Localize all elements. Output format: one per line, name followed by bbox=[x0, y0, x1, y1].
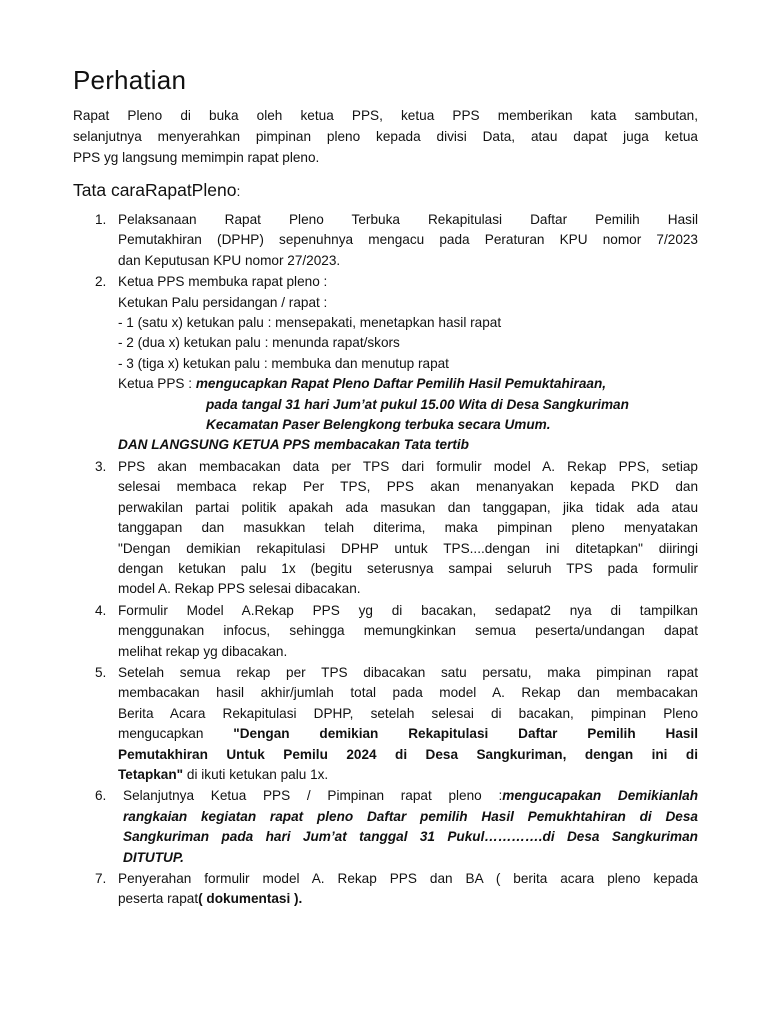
item-line: Ketukan Palu persidangan / rapat : bbox=[118, 294, 328, 310]
item-line: - 3 (tiga x) ketukan palu : membuka dan menutup rapat bbox=[118, 355, 449, 371]
item-line: Pelaksanaan Rapat Pleno Terbuka Rekapitulasi Daftar Pemilih Hasil bbox=[118, 212, 698, 227]
item-plain-text: Selanjutnya Ketua PPS / Pimpinan rapat pleno : bbox=[123, 788, 503, 804]
item-number: 5. bbox=[95, 664, 107, 680]
item-line: - 1 (satu x) ketukan palu : mensepakati, menetapkan hasil rapat bbox=[118, 315, 502, 331]
item-number: 6. bbox=[95, 788, 107, 804]
item-line: menggunakan infocus, sehingga memungkinkan semua peserta/undangan dapat bbox=[118, 623, 698, 639]
item-line: perwakilan partai politik apakah ada masukan dan tanggapan, jika tidak ada atau bbox=[118, 499, 698, 515]
item-text bbox=[118, 272, 698, 456]
item-text bbox=[118, 786, 698, 868]
item-number: 4. bbox=[95, 602, 107, 618]
item-number: 3. bbox=[95, 458, 107, 474]
item-text bbox=[118, 601, 698, 662]
item-line: membacakan hasil akhir/jumlah total pada model A. Rekap dan membacakan bbox=[118, 685, 698, 701]
item-plain-text: mengucapkan bbox=[118, 726, 234, 742]
item-line: - 2 (dua x) ketukan palu : menunda rapat/skors bbox=[118, 335, 400, 351]
speaker-label: Ketua PPS : bbox=[118, 376, 193, 392]
item-number: 7. bbox=[95, 871, 107, 886]
item-bold-italic-text: mengucapakan Demikianlah bbox=[502, 788, 698, 804]
item-bold-text: "Dengan demikian Rekapitulasi Daftar Pemilih Hasil bbox=[233, 726, 698, 742]
item-text bbox=[118, 663, 698, 785]
closing-line: DAN LANGSUNG KETUA PPS membacakan Tata tertib bbox=[118, 437, 469, 453]
intro-line: selanjutnya menyerahkan pimpinan pleno kepada divisi Data, atau dapat juga ketua bbox=[73, 129, 698, 144]
page-title: Perhatian bbox=[73, 65, 187, 95]
item-number: 1. bbox=[95, 212, 107, 227]
list-item bbox=[73, 457, 698, 600]
item-bold-text: Tetapkan" bbox=[118, 766, 184, 782]
item-line: Ketua PPS membuka rapat pleno : bbox=[118, 274, 328, 290]
list-item bbox=[73, 663, 698, 785]
item-line: melihat rekap yg dibacakan. bbox=[118, 643, 288, 659]
item-text bbox=[118, 457, 698, 600]
item-line: tanggapan dan masukkan telah diterima, maka pimpinan pleno menyatakan bbox=[118, 520, 698, 536]
list-item bbox=[73, 272, 698, 456]
item-line: model A. Rekap PPS selesai dibacakan. bbox=[118, 581, 361, 597]
item-line: dan Keputusan KPU nomor 27/2023. bbox=[118, 252, 341, 268]
subtitle-text: Tata caraRapatPleno bbox=[73, 180, 237, 200]
item-line: Setelah semua rekap per TPS dibacakan satu persatu, maka pimpinan rapat bbox=[118, 664, 698, 680]
item-line: Pemutakhiran Untuk Pemilu 2024 di Desa Sangkuriman, dengan ini di bbox=[118, 746, 698, 762]
item-plain-text: peserta rapat bbox=[118, 891, 199, 907]
item-line: PPS akan membacakan data per TPS dari formulir model A. Rekap PPS, setiap bbox=[118, 458, 698, 474]
item-line: Penyerahan formulir model A. Rekap PPS dan BA ( berita acara pleno kepada bbox=[118, 871, 698, 886]
speech-line: Kecamatan Paser Belengkong terbuka secara Umum. bbox=[206, 417, 551, 433]
item-text bbox=[118, 210, 698, 271]
list-item bbox=[73, 869, 698, 910]
speech-line bbox=[118, 374, 698, 394]
item-plain-text: di ikuti ketukan palu 1x. bbox=[183, 766, 329, 782]
item-bold-text: ( dokumentasi ). bbox=[198, 891, 303, 907]
item-line: rangkaian kegiatan rapat pleno Daftar pemilih Hasil Pemukhtahiran di Desa bbox=[123, 808, 698, 824]
item-line: Sangkuriman pada hari Jum’at tanggal 31 Pukul………….di Desa Sangkuriman bbox=[123, 829, 698, 845]
item-line: DITUTUP. bbox=[123, 849, 184, 865]
item-line: selesai membaca rekap Per TPS, PPS akan menanyakan kepada PKD dan bbox=[118, 479, 698, 495]
item-line: Berita Acara Rekapitulasi DPHP, setelah selesai di bacakan, pimpinan Pleno bbox=[118, 705, 698, 721]
subtitle-colon: : bbox=[236, 183, 241, 199]
item-line bbox=[123, 786, 698, 806]
item-line bbox=[118, 724, 698, 744]
item-text bbox=[118, 869, 698, 910]
item-line bbox=[118, 889, 698, 909]
item-line bbox=[118, 765, 698, 785]
speech-line: pada tangal 31 hari Jum’at pukul 15.00 Wita di Desa Sangkuriman bbox=[206, 396, 629, 412]
intro-paragraph bbox=[73, 105, 698, 168]
list-item bbox=[73, 601, 698, 662]
item-number: 2. bbox=[95, 274, 107, 290]
item-line: Formulir Model A.Rekap PPS yg di bacakan, sedapat2 nya di tampilkan bbox=[118, 602, 698, 618]
intro-line: Rapat Pleno di buka oleh ketua PPS, ketua PPS memberikan kata sambutan, bbox=[73, 108, 698, 123]
speech-text: mengucapkan Rapat Pleno Daftar Pemilih Hasil Pemuktahiraan, bbox=[195, 376, 607, 392]
item-line: dengan ketukan palu 1x (begitu seterusnya sampai seluruh TPS pada formulir bbox=[118, 560, 698, 576]
procedure-list bbox=[73, 210, 698, 911]
item-line: "Dengan demikian rekapitulasi DPHP untuk TPS....dengan ini ditetapkan" diiringi bbox=[118, 540, 698, 556]
item-line: Pemutakhiran (DPHP) sepenuhnya mengacu pada Peraturan KPU nomor 7/2023 bbox=[118, 232, 698, 248]
intro-line: PPS yg langsung memimpin rapat pleno. bbox=[73, 150, 320, 165]
section-subtitle bbox=[73, 178, 240, 203]
list-item bbox=[73, 786, 698, 868]
list-item bbox=[73, 210, 698, 271]
